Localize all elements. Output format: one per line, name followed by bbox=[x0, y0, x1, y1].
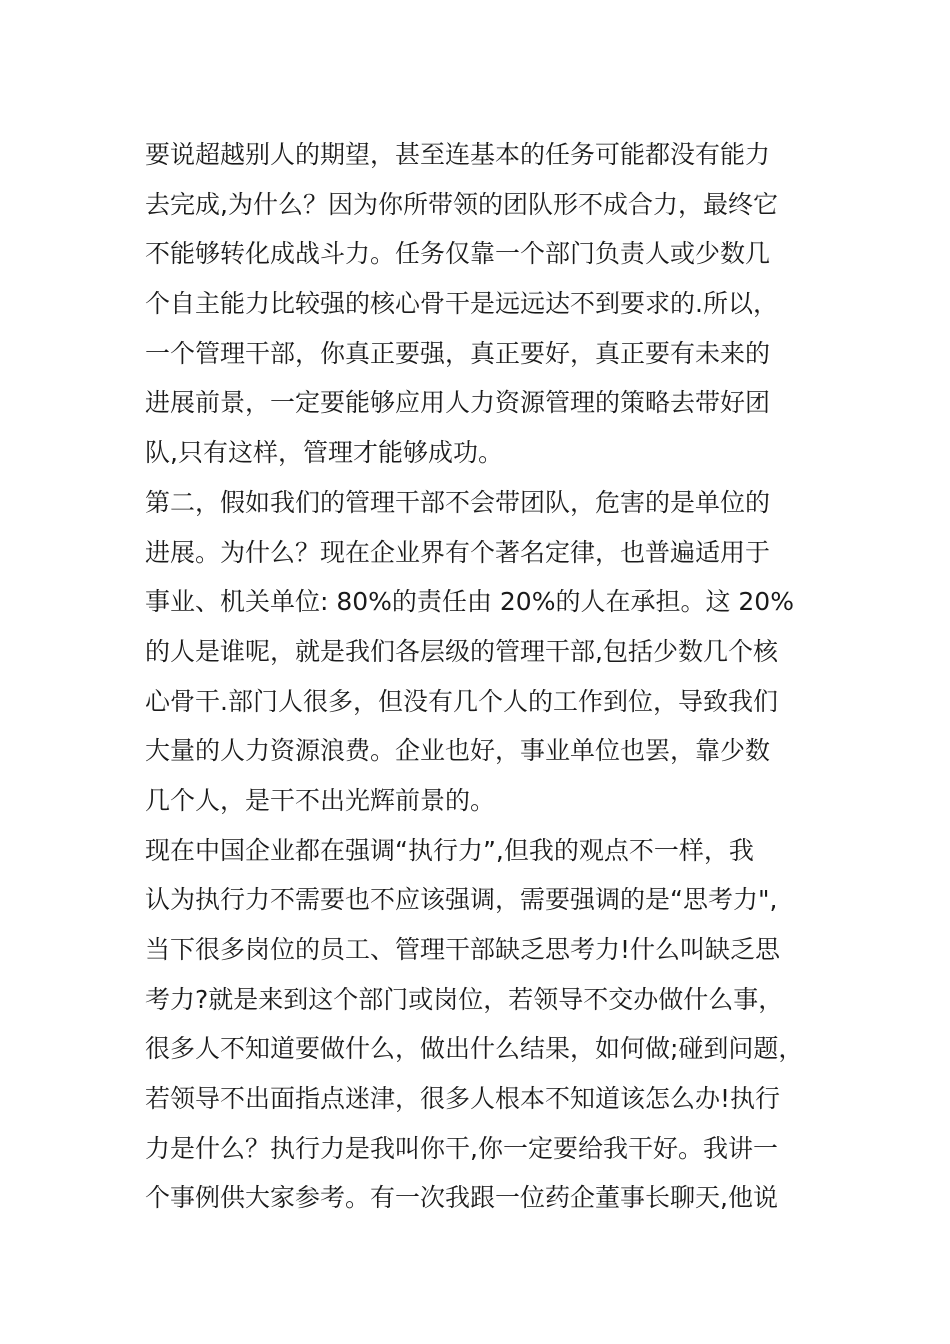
text-line: 不能够转化成战斗力。任务仅靠一个部门负责人或少数几 bbox=[145, 239, 771, 269]
text-line: 进展前景，一定要能够应用人力资源管理的策略去带好团 bbox=[145, 388, 771, 418]
text-line: 队,只有这样，管理才能够成功。 bbox=[145, 438, 503, 468]
text-line: 心骨干.部门人很多，但没有几个人的工作到位，导致我们 bbox=[145, 686, 778, 716]
document-body bbox=[145, 130, 825, 1223]
text-line: 当下很多岗位的员工、管理干部缺乏思考力!什么叫缺乏思 bbox=[145, 935, 781, 964]
text-line: 认为执行力不需要也不应该强调，需要强调的是“思考力", bbox=[145, 885, 778, 915]
text-line: 进展。为什么？现在企业界有个著名定律，也普遍适用于 bbox=[145, 537, 771, 567]
text-line: 一个管理干部，你真正要强，真正要好，真正要有未来的 bbox=[145, 338, 771, 368]
text-line: 第二，假如我们的管理干部不会带团队，危害的是单位的 bbox=[145, 487, 771, 517]
text-line: 事业、机关单位: 80%的责任由 20%的人在承担。这 20% bbox=[145, 587, 794, 617]
text-line: 很多人不知道要做什么，做出什么结果，如何做;碰到问题， bbox=[145, 1034, 804, 1064]
text-line: 几个人，是干不出光辉前景的。 bbox=[145, 785, 496, 815]
text-line: 现在中国企业都在强调“执行力”,但我的观点不一样，我 bbox=[145, 835, 754, 865]
text-line: 力是什么？执行力是我叫你干,你一定要给我干好。我讲一 bbox=[145, 1133, 778, 1163]
text-line: 大量的人力资源浪费。企业也好，事业单位也罢，靠少数 bbox=[145, 736, 771, 766]
text-line: 的人是谁呢，就是我们各层级的管理干部,包括少数几个核 bbox=[145, 636, 778, 666]
text-line: 要说超越别人的期望，甚至连基本的任务可能都没有能力 bbox=[145, 140, 771, 169]
text-line: 个事例供大家参考。有一次我跟一位药企董事长聊天,他说 bbox=[145, 1183, 778, 1213]
text-line: 个自主能力比较强的核心骨干是远远达不到要求的.所以， bbox=[145, 289, 778, 319]
text-line: 若领导不出面指点迷津，很多人根本不知道该怎么办!执行 bbox=[145, 1084, 781, 1114]
text-line: 去完成,为什么？因为你所带领的团队形不成合力，最终它 bbox=[145, 189, 778, 219]
text-line: 考力?就是来到这个部门或岗位，若领导不交办做什么事， bbox=[145, 984, 784, 1014]
